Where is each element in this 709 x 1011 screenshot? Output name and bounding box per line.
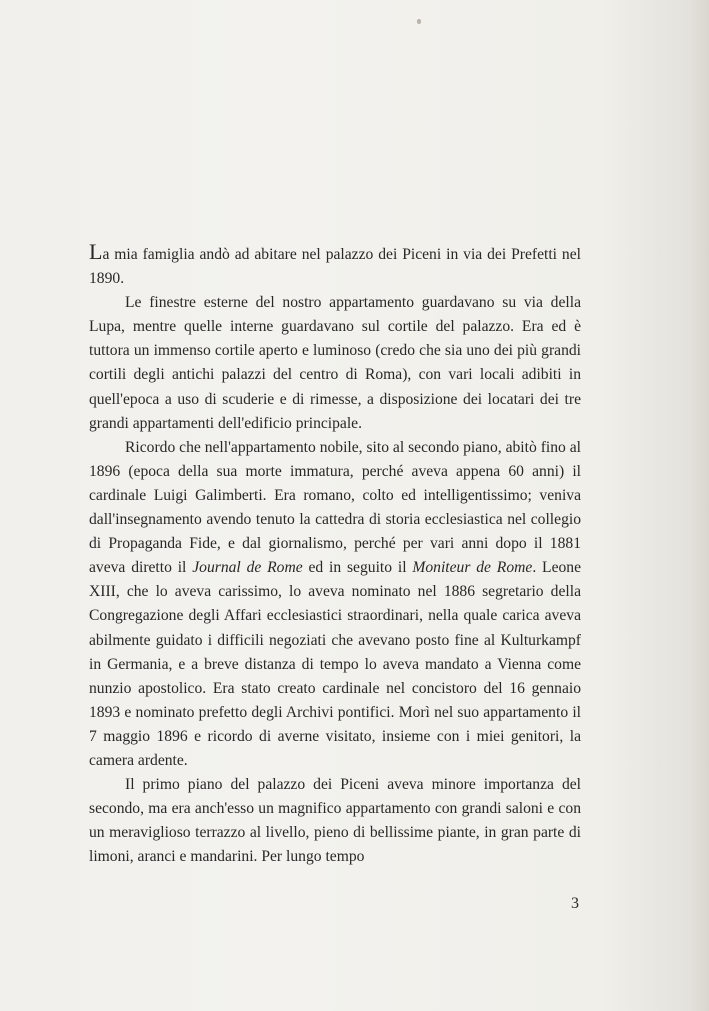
paragraph-4: Il primo piano del palazzo dei Piceni aveva minore importanza del secondo, ma era anch'esso un magnifico appartamento con grandi saloni e con un meraviglioso terrazzo al livello, pieno di bellissime piante, in gran parte di limoni, aranci e mandarini. Per lungo tempo [89, 776, 581, 866]
paragraph-3-part-b: ed in seguito il [302, 559, 413, 577]
paragraph-1 [89, 241, 581, 291]
paragraph-3 [89, 436, 581, 773]
journal-title: Journal de Rome [192, 559, 303, 577]
paper-speck [417, 19, 421, 24]
moniteur-title: Moniteur de Rome [412, 559, 533, 577]
paragraph-3-part-a: Ricordo che nell'appartamento nobile, sito al secondo piano, abitò fino al 1896 (epoca della sua morte immatura, perché aveva appena 60 anni) il cardinale Luigi Galimberti. Era romano, colto ed intelligentissimo; veniva dall'insegnamento avendo tenuto la cattedra di storia ecclesiastica nel collegio di Propaganda Fide, e dal giornalismo, perché per vari anni dopo il 1881 aveva diretto il [89, 438, 581, 577]
paragraph-3-part-c: . Leone XIII, che lo aveva carissimo, lo aveva nominato nel 1886 segretario della Congregazione degli Affari ecclesiastici straordinari, nella quale carica aveva abilmente guidato i difficili negoziati che avevano posto fine al Kulturkampf in Germania, e a breve distanza di tempo lo aveva mandato a Vienna come nunzio apostolico. Era stato creato cardinale nel concistoro del 16 gennaio 1893 e nominato prefetto degli Archivi pontifici. Morì nel suo appartamento il 7 maggio 1896 e ricordo di averne visitato, insieme con i miei genitori, la camera ardente. [89, 559, 582, 769]
initial-letter: L [89, 239, 103, 264]
page-number: 3 [571, 895, 579, 912]
body-text [89, 241, 581, 869]
paragraph-1-text: a mia famiglia andò ad abitare nel palazzo dei Piceni in via dei Prefetti nel 1890. [89, 246, 581, 288]
paragraph-2: Le finestre esterne del nostro appartamento guardavano su via della Lupa, mentre quelle interne guardavano sul cortile del palazzo. Era ed è tuttora un immenso cortile aperto e luminoso (credo che sia uno dei più grandi cortili degli antichi palazzi del centro di Roma), con vari locali adibiti in quell'epoca a uso di scuderie e di rimesse, a disposizione dei locatari dei tre grandi appartamenti dell'edificio principale. [89, 294, 581, 432]
